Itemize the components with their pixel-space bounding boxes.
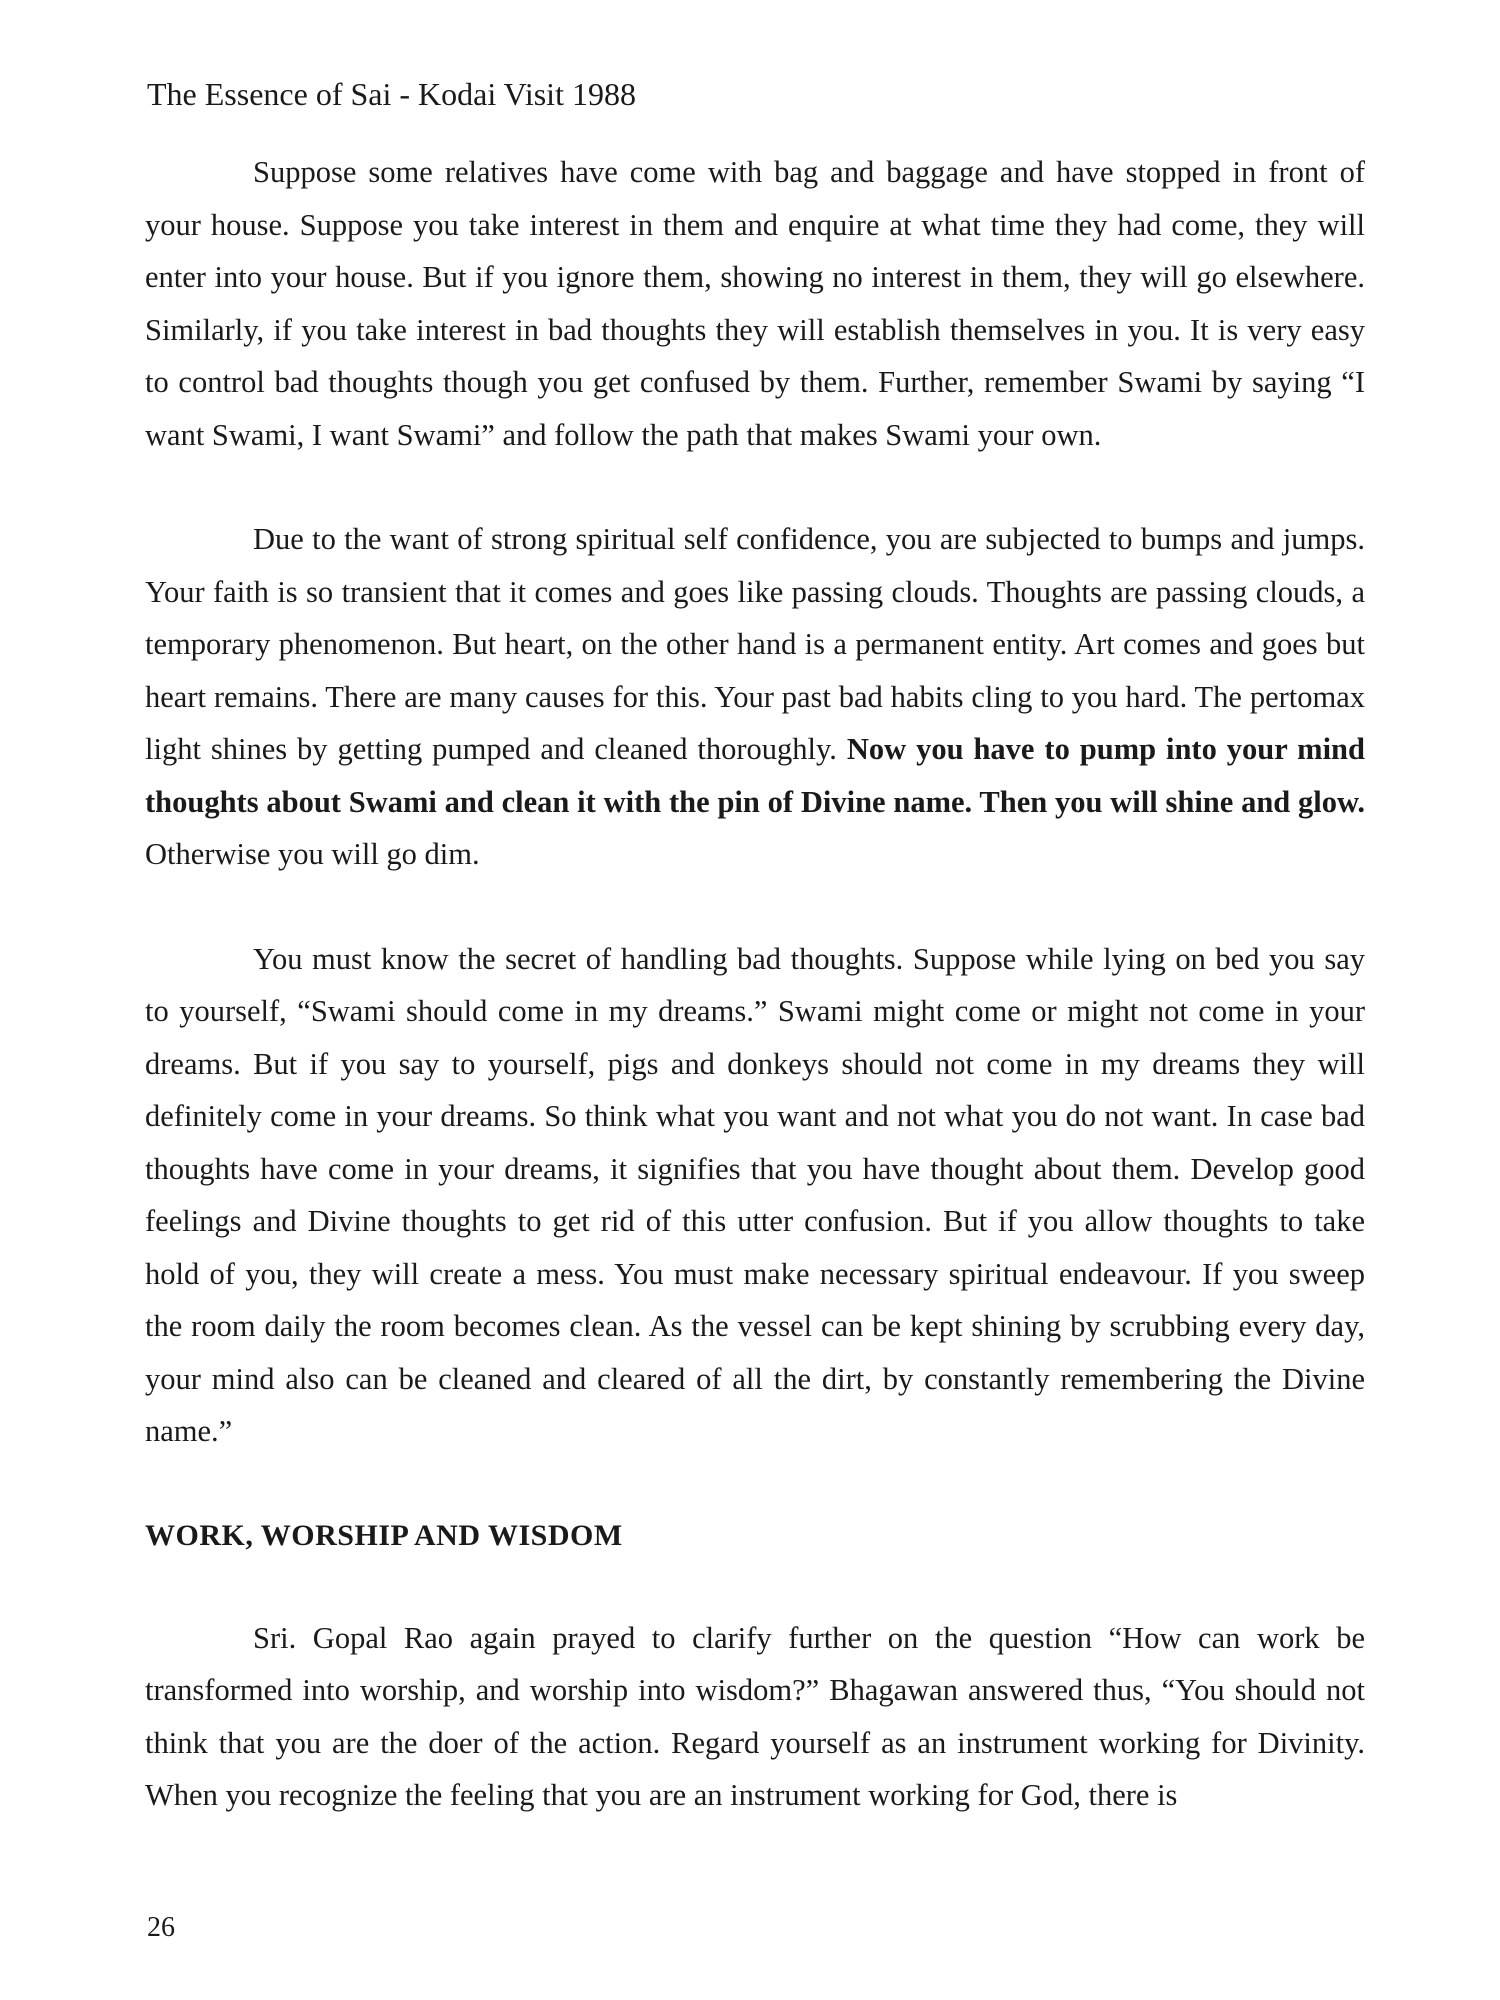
paragraph-faith xyxy=(145,513,1365,881)
paragraph-faith-text: Due to the want of strong spiritual self confidence, you are subjected to bumps and jumps. Your faith is so transient that it comes and goes like passing clouds. Thoughts are passing clouds, a temporary phenomenon. But heart, on the other hand is a permanent entity. Art comes and goes but heart remains. There are many causes for this. Your past bad habits cling to you hard. The pertomax light shines by getting pumped and cleaned thoroughly. xyxy=(145,522,1365,766)
paragraph-spacer xyxy=(145,881,1365,933)
paragraph-relatives: Suppose some relatives have come with bag and baggage and have stopped in front of your house. Suppose you take interest in them and enquire at what time they had come, they will enter into your house. But if you ignore them, showing no interest in them, they will go elsewhere. Similarly, if you take interest in bad thoughts they will establish themselves in you. It is very easy to control bad thoughts though you get confused by them. Further, remember Swami by saying “I want Swami, I want Swami” and follow the path that makes Swami your own. xyxy=(145,155,1365,452)
paragraph-bad-thoughts: You must know the secret of handling bad thoughts. Suppose while lying on bed you say to yourself, “Swami should come in my dreams.” Swami might come or might not come in your dreams. But if you say to yourself, pigs and donkeys should not come in my dreams they will definitely come in your dreams. So think what you want and not what you do not want. In case bad thoughts have come in your dreams, it signifies that you have thought about them. Develop good feelings and Divine thoughts to get rid of this utter confusion. But if you allow thoughts to take hold of you, they will create a mess. You must make necessary spiritual endeavour. If you sweep the room daily the room becomes clean. As the vessel can be kept shining by scrubbing every day, your mind also can be cleaned and cleared of all the dirt, by constantly remembering the Divine name.” xyxy=(145,941,1365,1448)
body-text xyxy=(145,146,1365,1822)
paragraph-gopal-rao: Sri. Gopal Rao again prayed to clarify further on the question “How can work be transformed into worship, and worship into wisdom?” Bhagawan answered thus, “You should not think that you are the doer of the action. Regard yourself as an instrument working for Divinity. When you recognize the feeling that you are an instrument working for God, there is xyxy=(145,1620,1365,1812)
running-header: The Essence of Sai - Kodai Visit 1988 xyxy=(147,76,636,112)
paragraph-spacer xyxy=(145,1458,1365,1510)
paragraph-faith-emphasis: Now you have to pump into your mind thoughts about Swami and clean it with the pin of Divine name. Then you will shine and glow. xyxy=(145,732,1365,819)
heading-spacer xyxy=(145,1562,1365,1612)
section-heading: WORK, WORSHIP AND WISDOM xyxy=(145,1518,623,1552)
paragraph-faith-ending: Otherwise you will go dim. xyxy=(145,837,480,871)
paragraph-spacer xyxy=(145,461,1365,513)
page-number: 26 xyxy=(147,1912,175,1943)
